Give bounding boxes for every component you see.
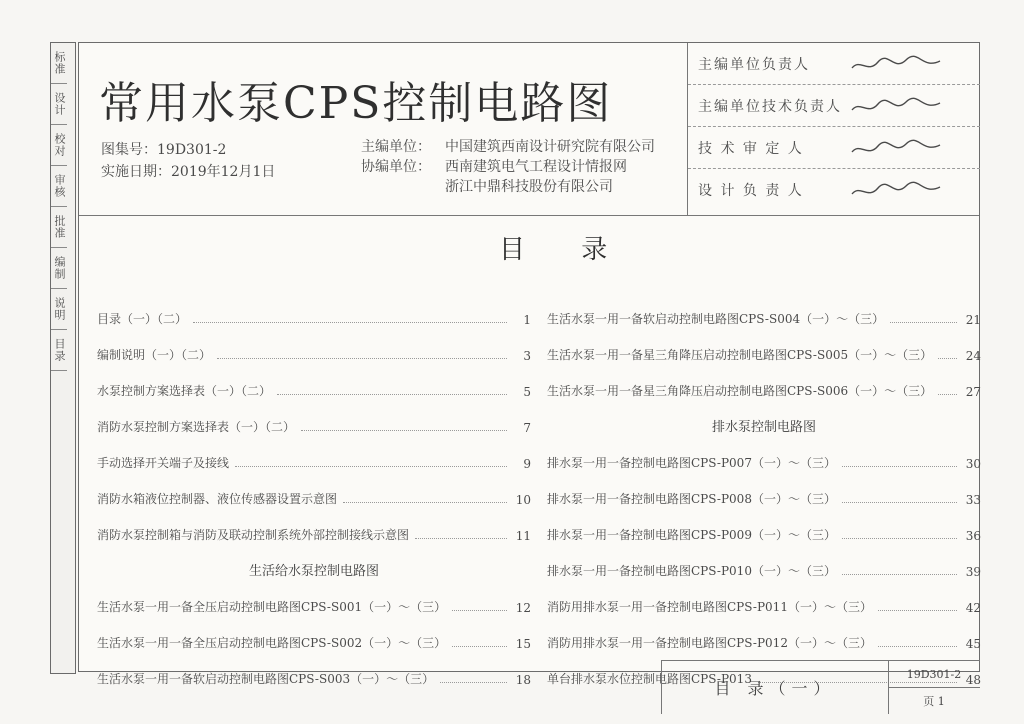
chief-org-name: 中国建筑西南设计研究院有限公司 [445,139,655,155]
toc-entry-text[interactable]: 消防水箱液位控制器、液位传感器设置示意图 [97,492,338,506]
toc-page-number: 48 [965,673,981,687]
toc-entry[interactable] [547,471,981,507]
toc-entry[interactable] [547,507,981,543]
toc-entry[interactable] [547,543,981,579]
approval-label: 主编单位负责人 [698,56,810,73]
toc-page-number: 30 [965,457,981,471]
co-org-label: 协编单位： [361,159,431,175]
toc-entry-text[interactable]: 生活水泵一用一备全压启动控制电路图CPS-S001（一）～（三） [97,600,447,614]
toc-entry-text[interactable]: 排水泵一用一备控制电路图CPS-P009（一）～（三） [547,528,836,542]
toc-entry-text[interactable]: 手动选择开关端子及接线 [97,456,230,470]
toc-right-column [547,291,981,687]
toc-page-number: 10 [515,493,531,507]
toc-page-number: 45 [965,637,981,651]
toc-leader [842,466,957,467]
toc-entry-text[interactable]: 排水泵一用一备控制电路图CPS-P008（一）～（三） [547,492,836,506]
toc-entry[interactable] [547,363,981,399]
toc-entry-text[interactable]: 编制说明（一）（二） [97,348,212,362]
approval-label: 设 计 负 责 人 [698,183,804,199]
toc-entry[interactable] [547,615,981,651]
toc-entry-text[interactable]: 排水泵一用一备控制电路图CPS-P007（一）～（三） [547,456,836,470]
approval-label: 技 术 审 定 人 [698,140,804,157]
toc-leader [938,394,957,395]
toc-entry-text[interactable]: 水泵控制方案选择表（一）（二） [97,384,272,398]
toc-entry[interactable] [97,651,531,687]
toc-leader [842,574,957,575]
chief-org-row [361,137,655,157]
approval-block [687,43,980,215]
co-org-values [445,157,627,197]
toc-leader [890,322,957,323]
header-block [79,43,979,216]
page-title: 常用水泵CPS控制电路图 [99,78,613,129]
toc-entry-text[interactable]: 目录（一）（二） [97,312,188,326]
toc-entry[interactable] [97,615,531,651]
toc-entry-text[interactable]: 生活水泵一用一备全压启动控制电路图CPS-S002（一）～（三） [97,636,447,650]
toc-leader [277,394,507,395]
toc-entry[interactable] [547,327,981,363]
toc-page-number: 1 [523,313,531,327]
spine-cell: 校对 [51,125,67,166]
organization-block [361,137,655,197]
co-org-row [361,157,655,197]
toc-entry[interactable] [547,435,981,471]
approval-row [688,127,980,169]
toc-section-heading: 排水泵控制电路图 [711,420,816,435]
toc-page-number: 5 [523,385,531,399]
toc-page-number: 9 [523,457,531,471]
approval-row [688,169,980,211]
toc-page-number: 12 [515,601,531,615]
toc-entry-text[interactable]: 生活水泵一用一备软启动控制电路图CPS-S003（一）～（三） [97,672,435,686]
toc-entry-text[interactable]: 消防用排水泵一用一备控制电路图CPS-P012（一）～（三） [547,636,872,650]
toc-entry[interactable] [97,363,531,399]
toc-page-number: 21 [965,313,981,327]
toc-page-number: 18 [515,673,531,687]
atlas-number: 图集号：19D301-2 [101,142,227,158]
toc-heading: 目 录 [499,235,632,265]
toc-page-number: 11 [515,529,531,543]
toc-page-number: 7 [523,421,531,435]
spine-strip [50,42,76,674]
toc-entry-text[interactable]: 生活水泵一用一备星三角降压启动控制电路图CPS-S005（一）～（三） [547,348,933,362]
spine-cell: 说明 [51,289,67,330]
toc-leader [452,646,507,647]
approval-row [688,85,980,127]
toc-section-heading: 生活给水泵控制电路图 [248,564,379,579]
signature-mark [848,94,944,118]
toc-entry[interactable] [97,435,531,471]
toc-leader [343,502,507,503]
signature-mark [848,136,944,160]
toc-entry[interactable] [547,291,981,327]
toc-page-number: 36 [965,529,981,543]
toc-entry[interactable] [97,471,531,507]
toc-page-number: 39 [965,565,981,579]
toc-entry-text[interactable]: 排水泵一用一备控制电路图CPS-P010（一）～（三） [547,564,836,578]
spine-cell: 标准 [51,43,67,84]
toc-page-number: 15 [515,637,531,651]
toc-leader [452,610,507,611]
approval-row [688,43,980,85]
toc-page-number: 3 [523,349,531,363]
co-org-name-1: 西南建筑电气工程设计情报网 [445,159,627,175]
footer-page: 页 1 [923,694,945,708]
toc-entry[interactable] [97,507,531,543]
toc-entry[interactable] [97,579,531,615]
toc-page-number: 24 [965,349,981,363]
toc-entry-text[interactable]: 消防水泵控制箱与消防及联动控制系统外部控制接线示意图 [97,528,410,542]
spine-cell: 设计 [51,84,67,125]
spine-cell: 审核 [51,166,67,207]
toc-leader [217,358,507,359]
toc-leader [301,430,507,431]
toc-leader [235,466,507,467]
footer-title-block [661,660,980,714]
toc-entry-text[interactable]: 消防水泵控制方案选择表（一）（二） [97,420,296,434]
toc-leader [842,502,957,503]
toc-leader [193,322,507,323]
toc-entry-text[interactable]: 单台排水泵水位控制电路图CPS-P013 [547,672,752,686]
toc-leader [878,646,957,647]
toc-entry[interactable] [97,327,531,363]
signature-mark [848,178,944,202]
toc-entry-text[interactable]: 生活水泵一用一备星三角降压启动控制电路图CPS-S006（一）～（三） [547,384,933,398]
toc-leader [842,538,957,539]
drawing-frame [78,42,981,708]
toc-page-number: 33 [965,493,981,507]
toc-entry[interactable] [97,291,531,327]
chief-org-label: 主编单位： [361,139,431,155]
toc-entry[interactable] [547,579,981,615]
toc-leader [440,682,507,683]
toc-leader [938,358,957,359]
effective-date: 实施日期：2019年12月1日 [101,164,276,180]
signature-mark [848,52,944,76]
toc-left-column [97,291,531,687]
approval-label: 主编单位技术负责人 [698,98,842,115]
toc-page-number: 27 [965,385,981,399]
footer-sheet-name: 目 录（一） [662,661,889,714]
toc-entry-text[interactable]: 生活水泵一用一备软启动控制电路图CPS-S004（一）～（三） [547,312,885,326]
co-org-name-2: 浙江中鼎科技股份有限公司 [445,179,613,195]
atlas-meta [101,139,275,183]
toc-leader [415,538,507,539]
toc-leader [878,610,957,611]
toc-entry-text[interactable]: 消防用排水泵一用一备控制电路图CPS-P011（一）～（三） [547,600,872,614]
toc-page-number: 42 [965,601,981,615]
spine-cell: 编制 [51,248,67,289]
spine-cell: 批准 [51,207,67,248]
spine-cell: 目录 [51,330,67,371]
toc-entry[interactable] [97,399,531,435]
footer-atlas-code: 19D301-2 [888,661,980,688]
